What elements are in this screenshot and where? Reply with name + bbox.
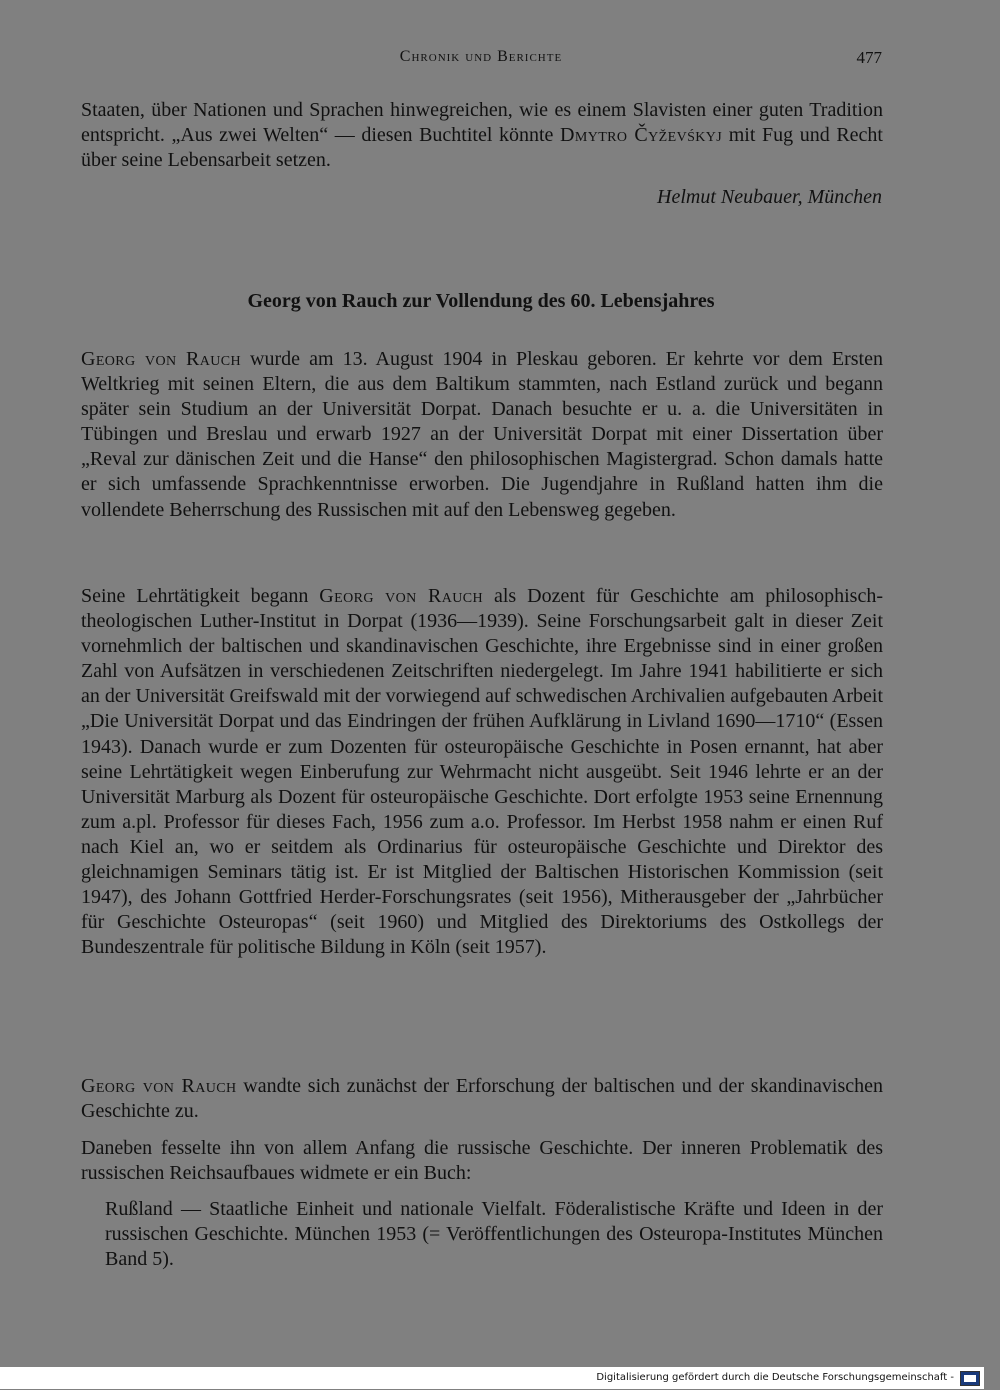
signature: Helmut Neubauer, München: [657, 186, 882, 208]
person-name: Georg von Rauch: [81, 348, 241, 370]
paragraph-3: [81, 1074, 883, 1124]
paragraph-2-text-start: Seine Lehrtätigkeit begann: [81, 585, 320, 607]
section-title: Georg von Rauch zur Vollendung des 60. Lebensjahres: [247, 290, 715, 312]
paragraph-2-text-end: als Dozent für Geschichte am philosophisch-theologischen Luther-Institut in Dorpat (1936—1939). Seine Forschungsarbeit galt in dieser Zeit vornehmlich der baltischen und skandinavischen Geschichte, ihre Ergebnisse sind in einer großen Zahl von Aufsätzen in verschiedenen Zeitschriften niedergelegt. Im Jahre 1941 habilitierte er sich an der Universität Greifswald mit der vorwiegend auf schwedischen Archivalien aufgebauten Arbeit „Die Universität Dorpat und das Eindringen der frühen Aufklärung in Livland 1690—1710“ (Essen 1943). Danach wurde er zum Dozenten für osteuropäische Geschichte in Posen ernannt, hat aber seine Lehrtätigkeit wegen Einberufung zur Wehrmacht nicht ausgeübt. Seit 1946 lehrte er an der Universität Marburg als Dozent für osteuropäische Geschichte. Dort erfolgte 1953 seine Ernennung zum a.pl. Professor für dieses Fach, 1956 zum a.o. Professor. Im Herbst 1958 nahm er einen Ruf nach Kiel an, wo er seitdem als Ordinarius für osteuropäische Geschichte und Direktor des gleichnamigen Seminars tätig ist. Er ist Mitglied der Baltischen Historischen Kommission (seit 1947), des Johann Gottfried Herder-Forschungsrates (seit 1956), Mitherausgeber der „Jahrbücher für Geschichte Osteuropas“ (seit 1960) und Mitglied des Direktoriums des Ostkollegs der Bundeszentrale für politische Bildung in Köln (seit 1957).: [81, 585, 883, 959]
running-title: Chronik und Berichte: [399, 48, 563, 65]
person-name: Georg von Rauch: [81, 1075, 237, 1097]
paragraph-4: Daneben fesselte ihn von allem Anfang die russische Geschichte. Der inneren Problematik des russischen Reichsaufbaues widmete er ein Buch:: [81, 1137, 883, 1185]
dfg-logo-icon: [960, 1371, 980, 1386]
book-citation: Rußland — Staatliche Einheit und nationale Vielfalt. Föderalistische Kräfte und Ideen in der russischen Geschichte. München 1953 (= Veröffentlichungen des Osteuropa-Institutes München Band 5).: [105, 1198, 883, 1271]
intro-text-end: mit Fug und Recht über seine Lebensarbeit setzen.: [81, 124, 883, 172]
paragraph-2: [81, 584, 883, 960]
intro-text-start: Staaten, über Nationen und Sprachen hinwegreichen, wie es einem Slavisten einer guten Tradition entspricht. „Aus zwei Welten“ — diesen Buchtitel könnte: [81, 99, 883, 147]
author-name: Dmytro Čyževśkyj: [560, 124, 723, 147]
footer-bar: [0, 1367, 984, 1389]
page-number: 477: [856, 48, 882, 67]
paragraph-3-text: wandte sich zunächst der Erforschung der baltischen und der skandinavischen Geschichte zu.: [81, 1075, 883, 1123]
paragraph-1: [81, 347, 883, 523]
footer-text: Digitalisierung gefördert durch die Deutsche Forschungsgemeinschaft -: [596, 1372, 954, 1383]
paragraph-1-text: wurde am 13. August 1904 in Pleskau geboren. Er kehrte vor dem Ersten Weltkrieg mit seinen Eltern, die aus dem Baltikum stammten, nach Estland zurück und begann später sein Studium an der Universität Dorpat. Danach besuchte er u. a. die Universitäten in Tübingen und Breslau und erwarb 1927 an der Universität Dorpat mit einer Dissertation über „Reval zur dänischen Zeit und die Hanse“ den philosophischen Magistergrad. Schon damals hatte er sich umfassende Sprachkenntnisse erworben. Die Jugendjahre in Rußland hatten ihm die vollendete Beherrschung des Russischen mit auf den Lebensweg gegeben.: [81, 348, 883, 521]
running-head: [80, 48, 882, 72]
intro-paragraph: [81, 98, 883, 173]
person-name: Georg von Rauch: [319, 585, 484, 607]
